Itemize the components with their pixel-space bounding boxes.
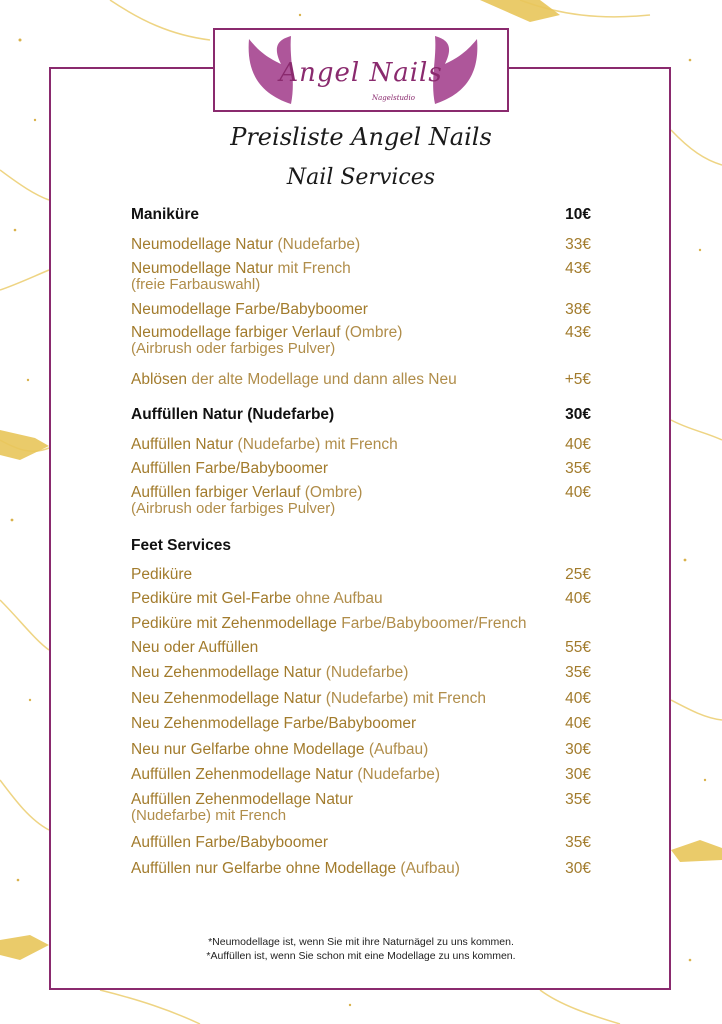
item-detail: (Nudefarbe)	[353, 766, 441, 783]
price-item	[131, 260, 591, 293]
item-price: 35€	[565, 664, 591, 681]
price-item	[131, 484, 591, 517]
footnote: *Auffüllen ist, wenn Sie schon mit eine Modellage zu uns kommen.	[206, 950, 516, 962]
section-header-manikuere	[131, 206, 591, 224]
item-sub: (freie Farbauswahl)	[131, 276, 261, 293]
item-sub: (Nudefarbe) mit French	[131, 807, 287, 824]
item-name: Ablösen	[131, 371, 188, 388]
price-item	[131, 766, 591, 783]
item-name: Neu Zehenmodellage Natur	[131, 664, 322, 681]
section-price: 30€	[565, 406, 591, 423]
price-item	[131, 715, 591, 732]
item-name: Neumodellage Natur	[131, 260, 274, 277]
logo-name: Angel Nails	[279, 58, 443, 88]
price-item	[131, 664, 591, 681]
section-header-auffuellen	[131, 406, 591, 424]
item-sub: (Airbrush oder farbiges Pulver)	[131, 500, 336, 517]
item-name: Neumodellage Farbe/Babyboomer	[131, 301, 368, 318]
price-item	[131, 639, 591, 656]
item-name: Neu Zehenmodellage Natur	[131, 690, 322, 707]
item-price: 40€	[565, 690, 591, 707]
item-price: 43€	[565, 324, 591, 341]
item-price: 40€	[565, 484, 591, 501]
price-item	[131, 236, 591, 253]
item-name: Auffüllen farbiger Verlauf	[131, 484, 301, 501]
logo-tagline: Nagelstudio	[371, 94, 415, 102]
page-title: Preisliste Angel Nails	[230, 123, 492, 151]
item-price: 25€	[565, 566, 591, 583]
item-sub: (Airbrush oder farbiges Pulver)	[131, 340, 336, 357]
item-detail: der alte Modellage und dann alles Neu	[187, 371, 457, 388]
item-detail: (Ombre)	[340, 324, 403, 341]
item-price: 40€	[565, 590, 591, 607]
section-label: Auffüllen Natur (Nudefarbe)	[131, 406, 335, 423]
item-name: Neumodellage farbiger Verlauf	[131, 324, 341, 341]
item-price: 30€	[565, 741, 591, 758]
item-detail: (Nudefarbe)	[273, 236, 361, 253]
price-item	[131, 690, 591, 707]
item-price: 38€	[565, 301, 591, 318]
item-detail: Farbe/Babyboomer/French	[336, 615, 527, 632]
item-price: 40€	[565, 436, 591, 453]
item-detail: (Aufbau)	[364, 741, 429, 758]
item-price: 35€	[565, 460, 591, 477]
price-item	[131, 615, 591, 632]
price-item	[131, 834, 591, 851]
logo	[213, 28, 509, 112]
item-price: +5€	[564, 371, 591, 388]
price-item	[131, 436, 591, 453]
price-item	[131, 301, 591, 318]
item-name: Pediküre mit Gel-Farbe	[131, 590, 292, 607]
item-detail: (Ombre)	[300, 484, 363, 501]
price-item	[131, 566, 591, 583]
item-price: 30€	[565, 860, 591, 877]
item-name: Auffüllen Farbe/Babyboomer	[131, 834, 329, 851]
section-label: Maniküre	[131, 206, 200, 223]
item-price: 40€	[565, 715, 591, 732]
item-price: 33€	[565, 236, 591, 253]
item-detail: (Nudefarbe)	[321, 664, 409, 681]
page-subtitle: Nail Services	[286, 165, 436, 190]
item-detail: ohne Aufbau	[291, 590, 383, 607]
item-name: Pediküre mit Zehenmodellage	[131, 615, 337, 632]
item-name: Auffüllen Zehenmodellage Natur	[131, 791, 354, 808]
price-item	[131, 791, 591, 824]
section-price: 10€	[565, 206, 591, 223]
item-name: Neu nur Gelfarbe ohne Modellage	[131, 741, 365, 758]
item-price: 35€	[565, 834, 591, 851]
item-price: 30€	[565, 766, 591, 783]
section-header-feet	[131, 537, 591, 555]
footnote: *Neumodellage ist, wenn Sie mit ihre Naturnägel zu uns kommen.	[208, 936, 514, 948]
item-price: 55€	[565, 639, 591, 656]
item-name: Auffüllen nur Gelfarbe ohne Modellage	[131, 860, 397, 877]
price-item	[131, 741, 591, 758]
item-detail: (Nudefarbe) mit French	[233, 436, 398, 453]
item-name: Auffüllen Zehenmodellage Natur	[131, 766, 354, 783]
item-name: Neumodellage Natur	[131, 236, 274, 253]
price-item	[131, 460, 591, 477]
price-item	[131, 590, 591, 607]
item-name: Neu Zehenmodellage Farbe/Babyboomer	[131, 715, 417, 732]
price-item	[131, 371, 591, 388]
item-name: Auffüllen Natur	[131, 436, 234, 453]
item-detail: (Nudefarbe) mit French	[321, 690, 486, 707]
item-detail: mit French	[273, 260, 351, 277]
item-name: Neu oder Auffüllen	[131, 639, 259, 656]
item-price: 35€	[565, 791, 591, 808]
price-item	[131, 860, 591, 877]
item-detail: (Aufbau)	[396, 860, 460, 877]
item-name: Auffüllen Farbe/Babyboomer	[131, 460, 329, 477]
price-item	[131, 324, 591, 357]
section-label: Feet Services	[131, 537, 231, 554]
item-name: Pediküre	[131, 566, 193, 583]
item-price: 43€	[565, 260, 591, 277]
